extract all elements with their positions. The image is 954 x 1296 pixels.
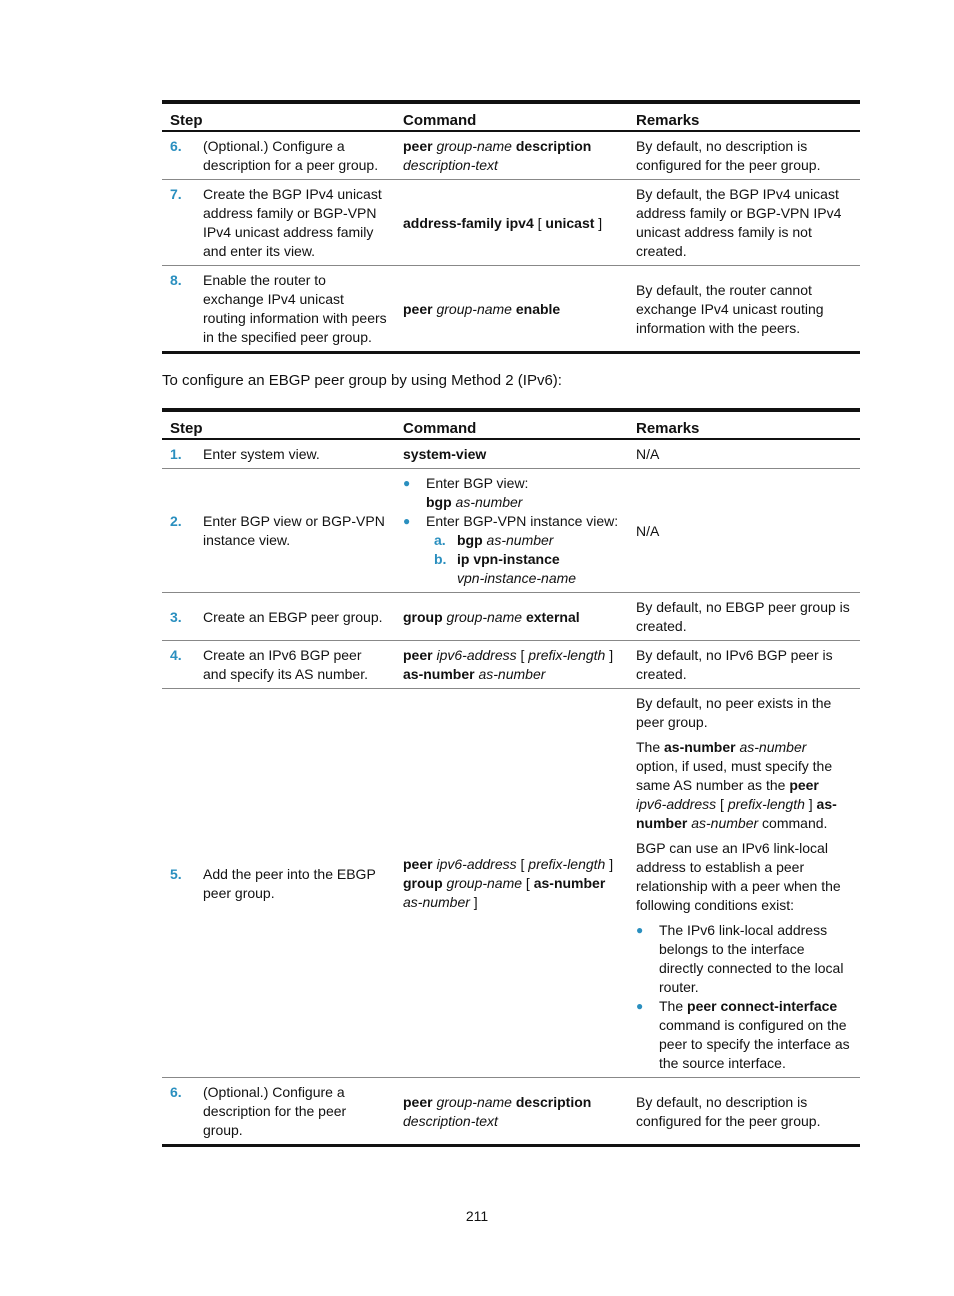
command-keyword: peer connect-interface — [687, 998, 838, 1014]
step-description: Enter BGP view or BGP-VPN instance view. — [203, 513, 385, 548]
command-argument: ipv6-address — [436, 647, 517, 663]
bullet-text: Enter BGP view: bgp as-number — [426, 475, 529, 510]
page-number: 211 — [465, 1208, 489, 1224]
command-argument: vpn-instance-name — [457, 570, 577, 586]
command-keyword: peer — [789, 777, 819, 793]
table-row — [162, 689, 860, 1078]
command-cell: address-family ipv4 [ unicast ] — [395, 180, 628, 266]
command-keyword: group — [403, 875, 443, 891]
remarks-cell: By default, the BGP IPv4 unicast address family or BGP-VPN IPv4 unicast address family is not created. — [628, 180, 860, 266]
command-argument: as-number — [486, 532, 554, 548]
bullet-icon: ● — [403, 476, 411, 490]
step-cell — [162, 469, 395, 593]
bullet-icon: ● — [636, 999, 644, 1013]
sub-option-command — [457, 550, 576, 588]
step — [170, 865, 387, 903]
step-cell — [162, 131, 395, 180]
step-cell — [162, 593, 395, 641]
remarks-cell: By default, no EBGP peer group is created. — [628, 593, 860, 641]
command-argument: as-number — [691, 815, 759, 831]
sub-option-letter: a. — [434, 532, 446, 548]
command-keyword: bgp — [457, 532, 483, 548]
step-number: 6. — [170, 1084, 182, 1100]
step — [170, 271, 387, 347]
step-number: 8. — [170, 272, 182, 288]
command-cell — [395, 131, 628, 180]
command-argument: group-name — [436, 1093, 512, 1110]
command-cell: peer ipv6-address [ prefix-length ] group group-name [ as-number as-number ] — [395, 689, 628, 1078]
step-description: Enter system view. — [203, 446, 320, 462]
header-remarks: Remarks — [628, 102, 860, 131]
command-keyword: ip vpn-instance — [457, 551, 560, 567]
command-argument: description-text — [403, 1112, 498, 1129]
step-number: 5. — [170, 865, 182, 882]
command-argument: prefix-length — [528, 856, 606, 872]
remarks-bullet — [636, 921, 852, 997]
command-argument: prefix-length — [528, 647, 606, 663]
command-argument: group-name — [436, 138, 512, 154]
table-row — [162, 439, 860, 469]
step-description: Create an IPv6 BGP peer and specify its AS number. — [203, 647, 368, 682]
table-body — [162, 439, 860, 1146]
command-keyword: system-view — [403, 446, 487, 462]
remarks-cell: By default, no IPv6 BGP peer is created. — [628, 641, 860, 689]
step — [170, 445, 387, 464]
step-cell — [162, 266, 395, 353]
command-keyword: external — [525, 608, 580, 625]
remarks-cell: By default, the router cannot exchange IPv4 unicast routing information with the peers. — [628, 266, 860, 353]
command-keyword: unicast — [545, 214, 595, 231]
command-keyword: as-number — [533, 875, 606, 891]
command-argument: ipv6-address — [436, 856, 517, 872]
step-table-2 — [162, 408, 860, 1147]
bullet-icon: ● — [636, 923, 644, 937]
sub-option — [434, 531, 618, 550]
command-cell — [395, 593, 628, 641]
command-keyword: as-number — [403, 666, 475, 682]
step-cell — [162, 1078, 395, 1146]
table-row — [162, 593, 860, 641]
remarks-paragraph: BGP can use an IPv6 link-local address to establish a peer relationship with a peer when the following conditions exist: — [636, 840, 841, 913]
command-keyword: description — [515, 138, 592, 154]
command-keyword: enable — [515, 300, 561, 317]
command-argument: description-text — [403, 157, 498, 173]
step — [170, 646, 387, 684]
remarks-cell: N/A — [628, 439, 860, 469]
step-description: (Optional.) Configure a description for the peer group. — [203, 1084, 347, 1138]
command-argument: group-name — [446, 875, 523, 891]
command-option — [403, 474, 620, 512]
step-number: 3. — [170, 608, 182, 625]
command-argument: group-name — [436, 300, 512, 317]
command-keyword: group — [403, 608, 443, 625]
command-keyword: bgp — [426, 494, 452, 510]
command-keyword: as-number — [664, 739, 736, 755]
command-argument: ipv6-address — [636, 796, 717, 812]
command-option — [403, 512, 620, 588]
remarks-cell — [628, 689, 860, 1078]
table-row — [162, 469, 860, 593]
bullet-text: The peer connect-interface command is configured on the peer to specify the interface as the source interface. — [659, 998, 850, 1071]
header-step: Step — [162, 410, 395, 439]
remarks-bullet — [636, 997, 852, 1073]
sub-option — [434, 550, 618, 588]
step — [170, 185, 387, 261]
header-command: Command — [395, 102, 628, 131]
step-cell — [162, 180, 395, 266]
command-keyword: peer — [403, 1093, 433, 1110]
table-row — [162, 1078, 860, 1146]
command-cell — [395, 439, 628, 469]
remarks-cell: N/A — [628, 469, 860, 593]
sub-option-command — [457, 531, 553, 550]
command-argument: as-number — [455, 494, 523, 510]
step-number: 2. — [170, 513, 182, 529]
command-keyword: peer — [403, 138, 433, 154]
command-cell: peer ipv6-address [ prefix-length ] as-number as-number — [395, 641, 628, 689]
bullet-icon: ● — [403, 514, 411, 528]
header-command: Command — [395, 410, 628, 439]
step-description: Create an EBGP peer group. — [203, 608, 383, 625]
bullet-text: The IPv6 link-local address belongs to the interface directly connected to the local router. — [659, 922, 844, 995]
command-cell — [395, 266, 628, 353]
table-row — [162, 131, 860, 180]
sub-option-letter: b. — [434, 551, 447, 567]
command-argument: as-number — [478, 666, 546, 682]
step-cell — [162, 641, 395, 689]
command-keyword: as-number — [636, 796, 837, 831]
table-row — [162, 180, 860, 266]
header-remarks: Remarks — [628, 410, 860, 439]
command-cell — [395, 1078, 628, 1146]
table-row — [162, 641, 860, 689]
command-keyword: peer — [403, 300, 433, 317]
step-description: Add the peer into the EBGP peer group. — [203, 865, 376, 901]
table-header-row — [162, 410, 860, 439]
step-description: Enable the router to exchange IPv4 unicast routing information with peers in the specified peer group. — [203, 272, 387, 345]
command-keyword: description — [515, 1093, 592, 1110]
step-cell — [162, 689, 395, 1078]
command-argument: prefix-length — [727, 796, 805, 812]
command-keyword: address-family ipv4 — [403, 214, 534, 231]
step-number: 7. — [170, 186, 182, 202]
table-body — [162, 131, 860, 353]
step-number: 4. — [170, 647, 182, 663]
step — [170, 137, 387, 175]
command-cell — [395, 469, 628, 593]
command-argument: as-number — [403, 894, 470, 910]
table-header-row — [162, 102, 860, 131]
step-table-1 — [162, 100, 860, 354]
remarks-paragraph: The as-number as-number option, if used, must specify the same AS number as the peer ipv6-address [ prefix-length ] as-number as-number command. — [636, 739, 837, 831]
command-argument: group-name — [446, 608, 523, 625]
step-number: 6. — [170, 138, 182, 154]
header-step: Step — [162, 102, 395, 131]
command-argument: as-number — [739, 739, 807, 755]
remarks-cell: By default, no description is configured for the peer group. — [628, 131, 860, 180]
step — [170, 1083, 387, 1140]
bullet-text: Enter BGP-VPN instance view: a. bgp as-number b. ip vpn-instance vpn-instance-name — [426, 513, 619, 586]
step — [170, 608, 387, 627]
step-description: (Optional.) Configure a description for a peer group. — [203, 138, 379, 173]
remarks-cell: By default, no description is configured for the peer group. — [628, 1078, 860, 1146]
step-cell — [162, 439, 395, 469]
intro-text: To configure an EBGP peer group by using Method 2 (IPv6): — [162, 372, 562, 389]
command-keyword: peer — [403, 856, 433, 872]
table-row — [162, 266, 860, 353]
step-number: 1. — [170, 446, 182, 462]
remarks-paragraph: By default, no peer exists in the peer group. — [636, 695, 832, 730]
command-keyword: peer — [403, 647, 433, 663]
step-description: Create the BGP IPv4 unicast address family or BGP-VPN IPv4 unicast address family and enter its view. — [203, 186, 382, 259]
step — [170, 512, 387, 550]
